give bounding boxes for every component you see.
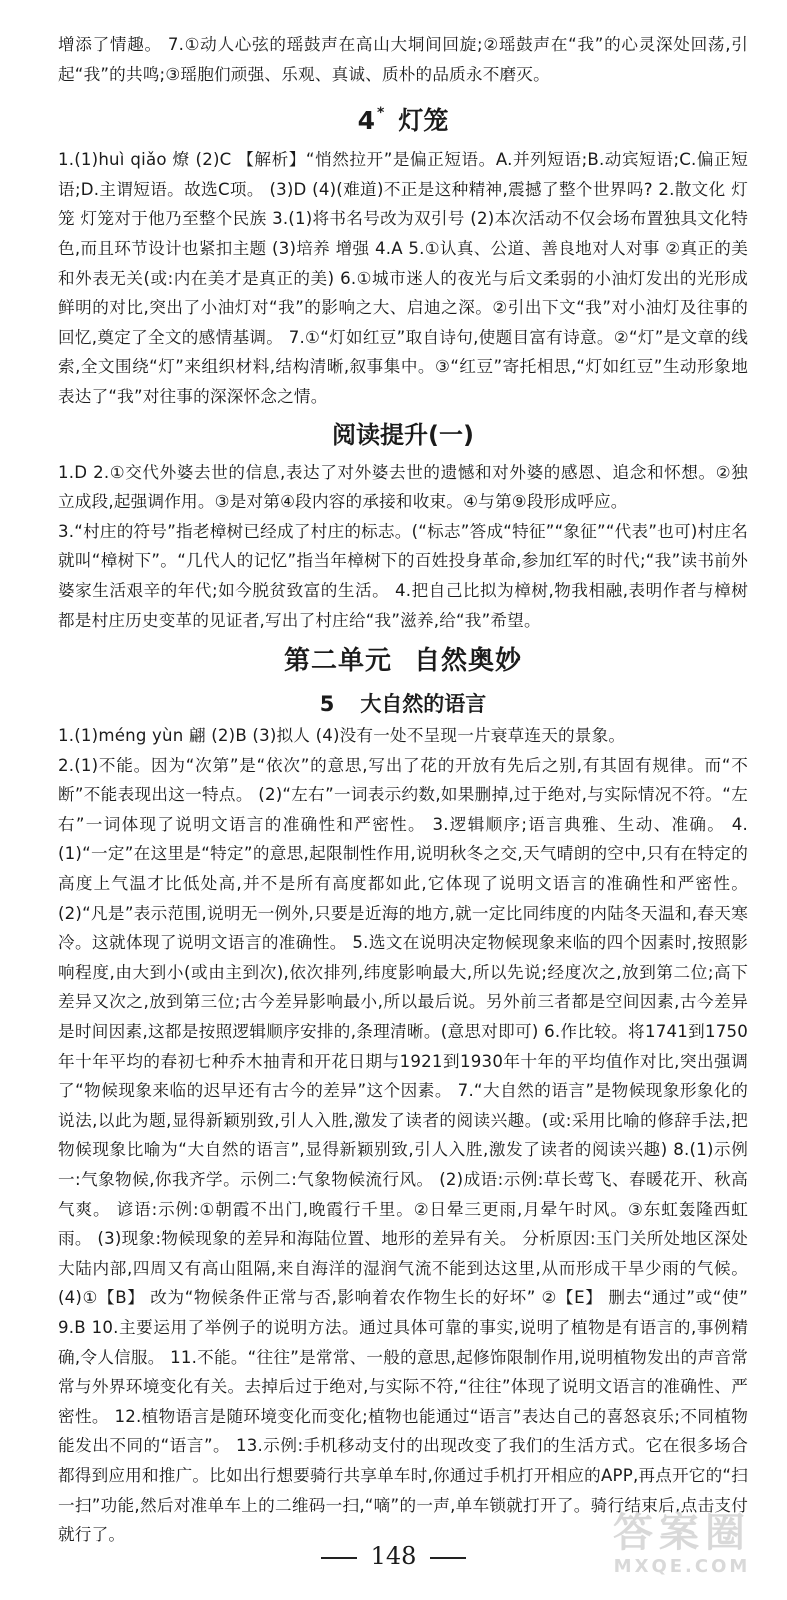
paragraph-reading-q3-4: 3.“村庄的符号”指老樟树已经成了村庄的标志。(“标志”答成“特征”“象征”“代表”也可)村庄名就叫“樟树下”。“几代人的记忆”指当年樟树下的百姓投身革命,参加红军的时代;“我”读书前外婆家生活艰辛的年代;如今脱贫致富的生活。 4.把自己比拟为樟树,物我相融,表明作者与樟树都是村庄历史变革的见证者,写出了村庄给“我”滋养,给“我”希望。 <box>58 521 748 630</box>
unit-title: 第二单元 自然奥妙 <box>283 646 523 677</box>
page-number: 148 <box>0 1542 787 1570</box>
paragraph-lesson4-answers: 1.(1)huì qiǎo 燎 (2)C 【解析】“悄然拉开”是偏正短语。A.并列短语;B.动宾短语;C.偏正短语;D.主谓短语。故选C项。 (3)D (4)(难道)不正是这种精神,震撼了整个世界吗? 2.散文化 灯笼 灯笼对于他乃至整个民族 3.(1)将书名号改为双引号 (2)本次活动不仅会场布置独具文化特色,而且环节设计也紧扣主题 (3)培养 增强 4.A 5.①认真、公道、善良地对人对事 ②真正的美和外表无关(或:内在美才是真正的美) 6.①城市迷人的夜光与后文柔弱的小油灯发出的光形成鲜明的对比,突出了小油灯对“我”的影响之大、启迪之深。②引出下文“我”对小油灯及往事的回忆,奠定了全文的感情基调。 7.①“灯如红豆”取自诗句,使题目富有诗意。②“灯”是文章的线索,全文围绕“灯”来组织材料,结构清晰,叙事集中。③“红豆”寄托相思,“灯如红豆”生动形象地表达了“我”对往事的深深怀念之情。 <box>58 150 748 406</box>
lesson-4-title: 4 * 灯笼 <box>357 105 449 136</box>
paragraph-lesson3-end: 增添了情趣。 7.①动人心弦的瑶鼓声在高山大垌间回旋;②瑶鼓声在“我”的心灵深处回荡,引起“我”的共鸣;③瑶胞们顽强、乐观、真诚、质朴的品质永不磨灭。 <box>58 35 748 84</box>
lesson-5-title: 5 大自然的语言 <box>319 692 487 717</box>
paragraph-lesson5-q1: 1.(1)méng yùn 翩 (2)B (3)拟人 (4)没有一处不呈现一片衰草连天的景象。 <box>58 726 626 746</box>
answer-page <box>58 30 748 1550</box>
paragraph-reading-q1-2: 1.D 2.①交代外婆去世的信息,表达了对外婆去世的遗憾和对外婆的感恩、追念和怀想。②独立成段,起强调作用。③是对第④段内容的承接和收束。④与第⑨段形成呼应。 <box>58 462 748 512</box>
reading-section-title: 阅读提升(一) <box>332 420 474 449</box>
watermark-logo: 答案圈 MXQE.COM <box>613 1510 751 1577</box>
paragraph-lesson5-answers: 2.(1)不能。因为“次第”是“依次”的意思,写出了花的开放有先后之别,有其固有规律。而“不断”不能表现出这一特点。 (2)“左右”一词表示约数,如果删掉,过于绝对,与实际情况不符。“左右”一词体现了说明文语言的准确性和严密性。 3.逻辑顺序;语言典雅、生动、准确。 4.(1)“一定”在这里是“特定”的意思,起限制性作用,说明秋冬之交,天气晴朗的空中,只有在特定的高度上气温才比低处高,并不是所有高度都如此,它体现了说明文语言的准确性和严密性。 (2)“凡是”表示范围,说明无一例外,只要是近海的地方,就一定比同纬度的内陆冬天温和,春天寒冷。这就体现了说明文语言的准确性。 5.选文在说明决定物候现象来临的四个因素时,按照影响程度,由大到小(或由主到次),依次排列,纬度影响最大,所以先说;经度次之,放到第二位;高下差异又次之,放到第三位;古今差异影响最小,所以最后说。另外前三者都是空间因素,古今差异是时间因素,这都是按照逻辑顺序安排的,条理清晰。(意思对即可) 6.作比较。将1741到1750年十年平均的春初七种乔木抽青和开花日期与1921到1930年十年的平均值作对比,突出强调了“物候现象来临的迟早还有古今的差异”这个因素。 7.“大自然的语言”是物候现象形象化的说法,以此为题,显得新颖别致,引人入胜,激发了读者的阅读兴趣。(或:采用比喻的修辞手法,把物候现象比喻为“大自然的语言”,显得新颖别致,引人入胜,激发了读者的阅读兴趣) 8.(1)示例一:气象物候,你我齐学。示例二:气象物候流行风。 (2)成语:示例:草长莺飞、春暖花开、秋高气爽。 谚语:示例:①朝霞不出门,晚霞行千里。②日晕三更雨,月晕午时风。③东虹轰隆西虹雨。 (3)现象:物候现象的差异和海陆位置、地形的差异有关。 分析原因:玉门关所处地区深处大陆内部,四周又有高山阻隔,来自海洋的湿润气流不能到达这里,从而形成干旱少雨的气候。(4)①【B】 改为“物候条件正常与否,影响着农作物生长的好坏” ②【E】 删去“通过”或“使” 9.B 10.主要运用了举例子的说明方法。通过具体可靠的事实,说明了植物是有语言的,事例精确,令人信服。 11.不能。“往往”是常常、一般的意思,起修饰限制作用,说明植物发出的声音常常与外界环境变化有关。去掉后过于绝对,与实际不符,“往往”体现了说明文语言的准确性、严密性。 12.植物语言是随环境变化而变化;植物也能通过“语言”表达自己的喜怒哀乐;不同植物能发出不同的“语言”。 13.示例:手机移动支付的出现改变了我们的生活方式。它在很多场合都得到应用和推广。比如出行想要骑行共享单车时,你通过手机打开相应的APP,再点开它的“扫一扫”功能,然后对准单车上的二维码一扫,“嘀”的一声,单车锁就打开了。骑行结束后,点击支付就行了。 <box>58 755 748 1545</box>
optional-star: * <box>377 105 385 122</box>
